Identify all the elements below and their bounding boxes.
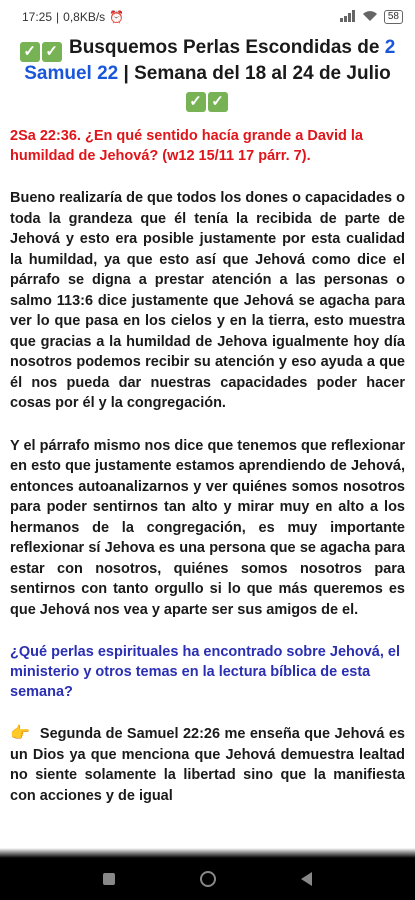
- status-right: [340, 10, 403, 25]
- battery-icon: [384, 10, 403, 24]
- wifi-icon: [362, 10, 378, 25]
- battery-level: 58: [387, 11, 399, 22]
- answer-paragraph: Y el párrafo mismo nos dice que tenemos que reflexionar en esto que justamente estamos aprendiendo de Jehová, entonces autoanalizarnos y ver quiénes somos nosotros para poder sentirnos tan alto y mirar muy en alto a los hermanos de la congregación, es muy importante reflexionar sí Jehova es una persona que se agacha para estar con nosotros, quiénes somos nosotros para sentirnos con tanto orgullo si lo que más queremos es que Jehová nos vea y aparte ser sus amigos de el.: [10, 437, 405, 618]
- pointing-hand-icon: 👉: [10, 725, 30, 742]
- question-heading: 2Sa 22:36. ¿En qué sentido hacía grande a David la humildad de Jehová? (w12 15/11 17 párr. 7).: [10, 128, 363, 164]
- question-heading: ¿Qué perlas espirituales ha encontrado sobre Jehová, el ministerio y otros temas en la lectura bíblica de esta semana?: [10, 644, 401, 700]
- check-mark-icon: ✓: [208, 92, 228, 112]
- title-suffix: | Semana del 18 al 24 de Julio: [118, 63, 391, 84]
- status-left: [22, 10, 124, 24]
- navigation-bar: [0, 858, 415, 900]
- separator: |: [56, 10, 60, 24]
- page-title: [16, 36, 399, 112]
- alarm-icon: ⏰: [109, 10, 125, 24]
- home-button[interactable]: [200, 871, 216, 887]
- back-button[interactable]: [301, 872, 312, 886]
- answer-text: Segunda de Samuel 22:26 me enseña que Jehová es un Dios ya que menciona que Jehová demuestra lealtad no siente solamente la libertad sino que la manifiesta con acciones y de igual: [10, 726, 405, 804]
- main-content: [0, 36, 415, 806]
- status-bar: [0, 0, 415, 34]
- status-time: 17:25: [22, 10, 53, 24]
- signal-icon: [340, 10, 356, 25]
- check-mark-icon: ✓: [186, 92, 206, 112]
- recents-button[interactable]: [103, 873, 115, 885]
- check-mark-icon: ✓: [42, 42, 62, 62]
- bottom-fade: [0, 848, 415, 858]
- network-speed: 0,8KB/s: [63, 10, 106, 24]
- answer-paragraph: [10, 724, 405, 806]
- scripture-link[interactable]: 2 Samuel 22: [24, 37, 396, 84]
- answer-paragraph: Bueno realizaría de que todos los dones o capacidades o toda la grandeza que él tenía la recibida de parte de Jehová y esto era posible justamente por esta cualidad la humildad, ya que esto así que Jehová como dice el párrafo se digna a prestar atención a las personas o salmo 113:6 dice justamente que Jehová se agacha para ver lo que pasa en los cielos y en la tierra, esto muestra que gracias a la humildad de Jehova igualmente hoy día nosotros podemos recibir su atención y eso ayuda a que él nos pueda dar nuestras capacidades poder hacer cosas por él y la congregación.: [10, 190, 405, 411]
- title-prefix: Busquemos Perlas Escondidas de: [68, 37, 385, 58]
- check-mark-icon: ✓: [20, 42, 40, 62]
